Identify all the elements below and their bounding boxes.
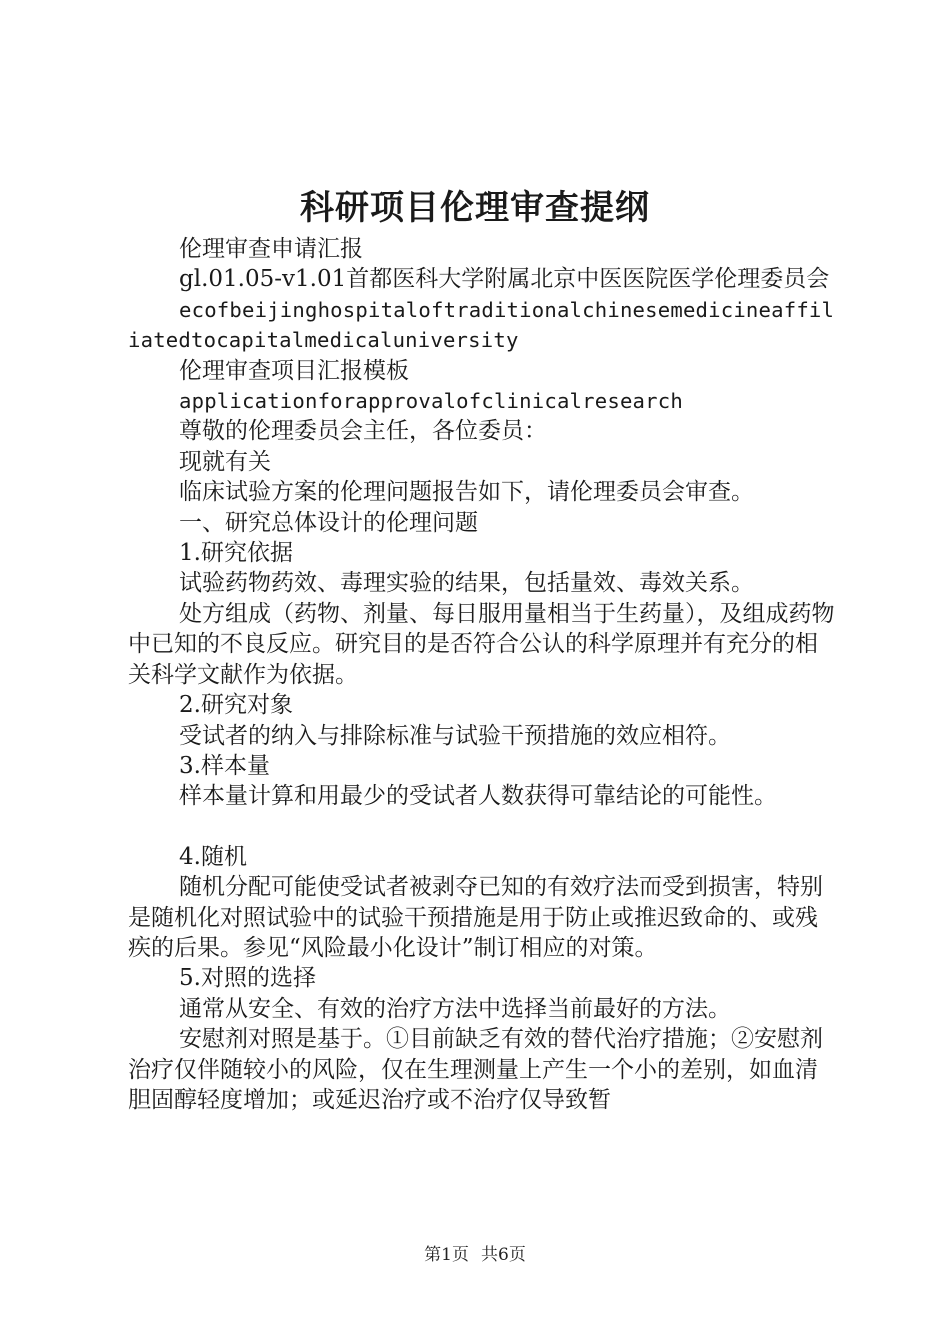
paragraph: 样本量计算和用最少的受试者人数获得可靠结论的可能性。 — [179, 783, 777, 810]
paragraph: 处方组成（药物、剂量、每日服用量相当于生药量），及组成药物中已知的不良反应。研究目的是否符合公认的科学原理并有充分的相关科学文献作为依据。 — [128, 600, 835, 688]
paragraph: 伦理审查项目汇报模板 — [179, 357, 409, 384]
paragraph: 试验药物药效、毒理实验的结果，包括量效、毒效关系。 — [179, 570, 754, 597]
paragraph: 受试者的纳入与排除标准与试验干预措施的效应相符。 — [179, 722, 731, 749]
paragraph: 通常从安全、有效的治疗方法中选择当前最好的方法。 — [179, 995, 731, 1022]
document-title: 科研项目伦理审查提纲 — [300, 188, 650, 228]
page-number: 第1页 — [424, 1245, 469, 1265]
subsection-heading: 4.随机 — [179, 843, 247, 870]
paragraph: 安慰剂对照是基于。①目前缺乏有效的替代治疗措施；②安慰剂治疗仅伴随较小的风险，仅在生理测量上产生一个小的差别，如血清胆固醇轻度增加；或延迟治疗或不治疗仅导致暂 — [128, 1026, 823, 1113]
paragraph-gap — [128, 812, 840, 842]
subsection-heading: 2.研究对象 — [179, 692, 293, 719]
subsection-heading: 1.研究依据 — [179, 540, 293, 567]
paragraph-english-application: applicationforapprovalofclinicalresearch — [179, 389, 683, 414]
section-heading: 一、研究总体设计的伦理问题 — [179, 509, 478, 536]
paragraph: 临床试验方案的伦理问题报告如下，请伦理委员会审查。 — [179, 479, 754, 506]
subsection-heading: 5.对照的选择 — [179, 965, 316, 992]
page-total: 共6页 — [481, 1245, 526, 1265]
paragraph-english-institution: ecofbeijinghospitaloftraditionalchinesemedicineaffiliatedtocapitalmedicaluniversity — [128, 297, 835, 353]
paragraph: 随机分配可能使受试者被剥夺已知的有效疗法而受到损害，特别是随机化对照试验中的试验干预措施是用于防止或推迟致命的、或残疾的后果。参见“风险最小化设计”制订相应的对策。 — [128, 874, 823, 961]
paragraph: 伦理审查申请汇报 — [179, 236, 363, 262]
page-footer — [0, 1244, 950, 1266]
paragraph: gl.01.05-v1.01首都医科大学附属北京中医医院医学伦理委员会 — [179, 266, 830, 293]
paragraph: 现就有关 — [179, 448, 271, 475]
subsection-heading: 3.样本量 — [179, 752, 270, 779]
document-body — [128, 234, 840, 1115]
paragraph: 尊敬的伦理委员会主任，各位委员： — [179, 418, 547, 445]
